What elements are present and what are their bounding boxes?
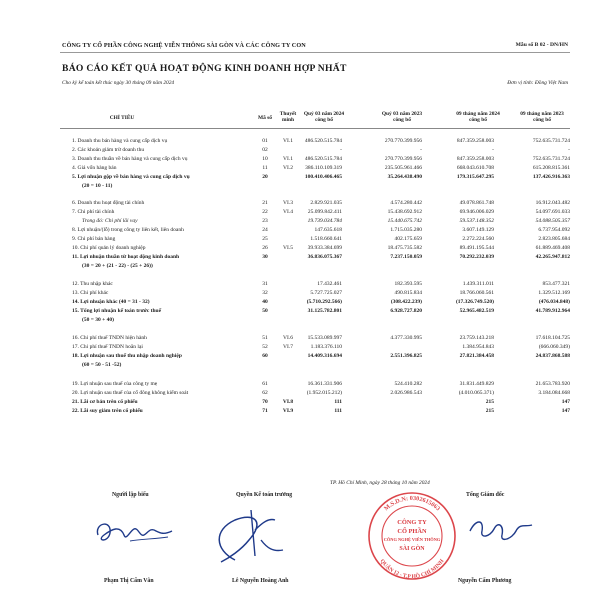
- table-row: [0, 244, 600, 252]
- row-q3-2024: 5.727.725.027: [310, 290, 342, 296]
- row-code: 62: [262, 390, 268, 396]
- preparer-signature: [90, 505, 180, 555]
- table-row: [0, 173, 600, 181]
- seal-line1: CÔNG TY: [397, 519, 427, 526]
- row-q3-2023: 18.475.735.582: [387, 245, 422, 251]
- seal-line2: CỔ PHẦN: [397, 528, 427, 535]
- row-label: 9. Chi phí bán hàng: [72, 236, 116, 242]
- row-q3-2024: 100.410.406.465: [304, 174, 342, 180]
- row-q3-2024: 1.518.660.641: [310, 236, 342, 242]
- row-9m-2024: 847.359.258.003: [456, 138, 494, 144]
- row-code: 40: [262, 299, 268, 305]
- row-q3-2024: 25.099.842.411: [307, 209, 342, 215]
- column-header-divider: [60, 128, 570, 129]
- column-header-item: CHỈ TIÊU: [109, 115, 135, 121]
- accountant-name: Lê Nguyễn Hoàng Anh: [232, 578, 289, 584]
- row-9m-2024: 49.078.861.748: [459, 200, 494, 206]
- row-q3-2024: 39.933.384.699: [307, 245, 342, 251]
- row-code: 32: [262, 290, 268, 296]
- row-q3-2024: 36.836.075.367: [307, 254, 342, 260]
- company-name: CÔNG TY CỔ PHẦN CÔNG NGHỆ VIỄN THÔNG SÀI GÒN VÀ CÁC CÔNG TY CON: [62, 42, 306, 49]
- row-note: VI.7: [283, 344, 293, 350]
- director-title: Tổng Giám đốc: [466, 492, 505, 498]
- row-9m-2023: 2.823.805.684: [538, 236, 570, 242]
- row-code: 02: [262, 147, 268, 153]
- row-q3-2023: -: [420, 147, 422, 153]
- row-9m-2024: (17.326.749.520): [455, 299, 494, 305]
- row-9m-2023: -: [568, 147, 570, 153]
- row-label: 16. Chi phí thuế TNDN hiện hành: [72, 335, 147, 341]
- table-row: [0, 217, 600, 225]
- row-note: VI.1: [283, 156, 293, 162]
- row-q3-2023: 235.505.961.466: [384, 165, 422, 171]
- row-q3-2024: 386.110.109.319: [305, 165, 342, 171]
- row-code: 51: [262, 335, 268, 341]
- row-q3-2024: 31.125.782.801: [307, 308, 342, 314]
- row-label: 18. Lợi nhuận sau thuế thu nhập doanh nghiệp: [72, 353, 182, 359]
- row-9m-2023: 853.477.321: [542, 281, 570, 287]
- row-q3-2024: 16.361.331.906: [307, 381, 342, 387]
- row-9m-2023: 24.837.868.588: [535, 353, 570, 359]
- row-code: 23: [262, 218, 268, 224]
- row-label: 5. Lợi nhuận gộp về bán hàng và cung cấp dịch vụ: [72, 174, 190, 180]
- row-label: 21. Lãi cơ bản trên cổ phiếu: [72, 399, 138, 405]
- row-9m-2024: (4.010.065.371): [458, 390, 494, 396]
- row-9m-2024: 52.965.482.519: [459, 308, 494, 314]
- column-header-9m-2023-line2: công bố: [533, 117, 551, 124]
- row-code: 24: [262, 227, 268, 233]
- row-q3-2023: 270.770.399.956: [384, 138, 422, 144]
- row-label: 15. Tổng lợi nhuận kế toán trước thuế: [72, 308, 162, 314]
- table-row: [0, 253, 600, 261]
- row-note: VI.9: [282, 408, 294, 414]
- row-q3-2024: (1.952.015.212): [306, 390, 342, 396]
- column-header-9m-2024-line2: công bố: [469, 117, 487, 124]
- row-9m-2023: 21.653.783.920: [535, 381, 570, 387]
- row-label: 11. Lợi nhuận thuần từ hoạt động kinh doanh: [72, 254, 180, 260]
- row-code: 52: [262, 344, 268, 350]
- row-formula: (20 = 10 - 11): [82, 183, 113, 189]
- table-row: [0, 208, 600, 216]
- column-header-q3-2024-line2: công bố: [315, 117, 333, 124]
- table-row: [0, 352, 600, 360]
- row-q3-2023: 2.551.396.825: [390, 353, 422, 359]
- table-row: [0, 334, 600, 342]
- row-9m-2024: 179.315.647.295: [456, 174, 494, 180]
- row-note: VI.4: [283, 209, 293, 215]
- row-9m-2023: 42.265.947.812: [535, 254, 570, 260]
- row-code: 31: [262, 281, 268, 287]
- row-code: 30: [262, 254, 268, 260]
- row-9m-2023: 615.208.815.361: [532, 165, 570, 171]
- column-header-9m-2024: [448, 111, 508, 124]
- signing-date: TP. Hồ Chí Minh, ngày 28 tháng 10 năm 2024: [330, 480, 430, 486]
- table-row: [0, 226, 600, 234]
- seal-line4: SÀI GÒN: [399, 546, 425, 552]
- column-header-q3-2023-line2: công bố: [393, 117, 411, 124]
- company-seal: [362, 490, 462, 582]
- row-9m-2024: 1.384.954.843: [462, 344, 494, 350]
- table-row: [0, 298, 600, 306]
- row-label: 1. Doanh thu bán hàng và cung cấp dịch vụ: [72, 138, 168, 144]
- row-q3-2023: 35.264.438.490: [387, 174, 422, 180]
- row-q3-2024: 486.520.515.784: [304, 156, 342, 162]
- row-label: 4. Giá vốn hàng bán: [72, 165, 117, 171]
- row-9m-2024: 847.359.258.003: [456, 156, 494, 162]
- row-q3-2024: 1.183.376.110: [310, 344, 342, 350]
- row-q3-2023: 15.440.675.742: [387, 218, 422, 224]
- row-9m-2024: 59.537.148.352: [459, 218, 494, 224]
- row-9m-2023: 1.329.512.169: [538, 290, 570, 296]
- table-row: [0, 343, 600, 351]
- row-9m-2023: 16.912.043.482: [535, 200, 570, 206]
- row-code: 25: [262, 236, 268, 242]
- row-label: 6. Doanh thu hoạt động tài chính: [72, 200, 145, 206]
- row-9m-2023: 3.184.084.668: [538, 390, 570, 396]
- row-label: Trong đó: Chi phí lãi vay: [82, 218, 138, 224]
- table-row: [0, 164, 600, 172]
- row-9m-2024: -: [492, 147, 494, 153]
- column-header-code: Mã số: [258, 115, 272, 121]
- row-q3-2024: (5.710.292.566): [306, 299, 342, 305]
- row-q3-2023: 4.377.330.995: [390, 335, 422, 341]
- seal-line3: CÔNG NGHỆ VIỄN THÔNG: [383, 537, 441, 542]
- table-row: [0, 199, 600, 207]
- row-9m-2024: 70.292.232.039: [459, 254, 494, 260]
- director-name: Nguyễn Cẩm Phương: [458, 578, 512, 584]
- row-9m-2023: 147: [561, 408, 570, 414]
- table-row: [0, 289, 600, 297]
- row-code: 26: [262, 245, 268, 251]
- row-q3-2023: 15.438.692.912: [387, 209, 422, 215]
- row-q3-2024: 486.520.515.784: [304, 138, 342, 144]
- row-code: 60: [262, 353, 268, 359]
- row-q3-2024: 111: [334, 408, 342, 414]
- row-label: 8. Lợi nhuận/(lỗ) trong công ty liên kết, liên doanh: [72, 227, 184, 233]
- row-9m-2023: 54.088.505.357: [535, 218, 570, 224]
- row-q3-2023: 402.175.659: [394, 236, 422, 242]
- row-9m-2024: 668.043.610.708: [456, 165, 494, 171]
- seal-ring-top: M.S.D.N: 0302615063: [382, 494, 442, 513]
- row-9m-2024: 27.821.384.458: [459, 353, 494, 359]
- row-q3-2024: 147.635.618: [314, 227, 342, 233]
- row-9m-2023: 54.097.691.033: [535, 209, 570, 215]
- row-9m-2023: 752.635.731.724: [532, 138, 570, 144]
- row-q3-2023: 182.393.595: [394, 281, 422, 287]
- row-9m-2023: 41.789.912.964: [535, 308, 570, 314]
- seal-ring-bottom: QUẬN 12 - T.P HỒ CHÍ MINH: [378, 558, 446, 581]
- row-q3-2024: 15.533.089.997: [307, 335, 342, 341]
- row-9m-2024: 1.439.311.011: [462, 281, 494, 287]
- row-code: 50: [262, 308, 268, 314]
- row-9m-2024: 69.946.006.029: [459, 209, 494, 215]
- row-note: VI.5: [283, 245, 293, 251]
- row-9m-2023: (666.060.349): [538, 344, 570, 350]
- table-row: [0, 235, 600, 243]
- table-row: [0, 146, 600, 154]
- table-row: [0, 155, 600, 163]
- row-note: VI.3: [283, 200, 293, 206]
- row-note: VI.8: [282, 399, 294, 405]
- row-9m-2024: 2.272.224.560: [462, 236, 494, 242]
- table-row: [0, 389, 600, 397]
- row-q3-2023: 524.410.282: [394, 381, 422, 387]
- table-row: [0, 380, 600, 388]
- currency-unit: Đơn vị tính: Đồng Việt Nam: [507, 80, 568, 86]
- column-header-q3-2023-line1: Quý 03 năm 2023: [381, 111, 423, 117]
- row-q3-2023: 1.715.035.280: [390, 227, 422, 233]
- accountant-signature: [205, 500, 295, 572]
- row-label: 12. Thu nhập khác: [72, 281, 113, 287]
- row-9m-2024: 215: [485, 399, 494, 405]
- row-q3-2023: 270.770.399.956: [384, 156, 422, 162]
- row-9m-2024: 3.607.149.129: [462, 227, 494, 233]
- row-code: 01: [262, 138, 268, 144]
- row-label: 7. Chi phí tài chính: [72, 209, 115, 215]
- row-q3-2024: 17.432.461: [317, 281, 342, 287]
- column-header-note-line2: minh: [282, 117, 294, 124]
- row-formula: (30 = 20 + (21 - 22) - (25 + 26)): [82, 263, 153, 269]
- row-formula: (60 = 50 - 51 -52): [82, 362, 122, 368]
- row-q3-2024: 111: [334, 399, 342, 405]
- row-label: 3. Doanh thu thuần về bán hàng và cung cấp dịch vụ: [72, 156, 188, 162]
- report-period: Cho kỳ kế toán kết thúc ngày 30 tháng 09 năm 2024: [62, 80, 175, 86]
- table-row: [0, 398, 600, 406]
- row-q3-2023: 4.574.280.442: [390, 200, 422, 206]
- column-header-9m-2023: [512, 111, 572, 124]
- report-title: BÁO CÁO KẾT QUẢ HOẠT ĐỘNG KINH DOANH HỢP NHẤT: [62, 63, 347, 74]
- row-9m-2024: 89.491.195.544: [459, 245, 494, 251]
- row-9m-2024: 31.831.449.829: [459, 381, 494, 387]
- column-header-q3-2023: [374, 111, 430, 124]
- row-label: 14. Lợi nhuận khác (40 = 31 - 32): [72, 299, 150, 305]
- row-note: VI.6: [283, 335, 293, 341]
- table-row: [0, 137, 600, 145]
- column-header-q3-2024: [296, 111, 352, 124]
- accountant-title: Quyền Kế toán trưởng: [236, 492, 293, 498]
- row-q3-2023: 7.237.150.059: [390, 254, 422, 260]
- row-formula: (50 = 30 + 40): [82, 317, 114, 323]
- row-label: 2. Các khoản giảm trừ doanh thu: [72, 147, 145, 153]
- row-note: VI.2: [283, 165, 293, 171]
- svg-text:QUẬN 12 - T.P HỒ CHÍ MINH: [379, 558, 446, 580]
- column-header-q3-2024-line1: Quý 03 năm 2024: [303, 111, 345, 117]
- row-q3-2024: 14.409.316.694: [307, 353, 342, 359]
- column-header-9m-2024-line1: 09 tháng năm 2024: [456, 111, 500, 117]
- row-9m-2024: 215: [485, 408, 494, 414]
- row-label: 13. Chi phí khác: [72, 290, 109, 296]
- row-label: 17. Chi phí thuế TNDN hoãn lại: [72, 344, 143, 350]
- row-9m-2023: 147: [561, 399, 570, 405]
- row-9m-2023: (476.034.848): [538, 299, 570, 305]
- row-9m-2024: 18.766.060.561: [459, 290, 494, 296]
- row-9m-2023: 752.635.731.724: [532, 156, 570, 162]
- row-9m-2023: 137.426.916.363: [532, 174, 570, 180]
- preparer-title: Người lập biểu: [112, 492, 149, 498]
- row-9m-2023: 17.618.104.725: [535, 335, 570, 341]
- row-9m-2023: 61.889.469.408: [535, 245, 570, 251]
- row-q3-2023: 6.928.727.820: [390, 308, 422, 314]
- column-header-note-line1: Thuyết: [279, 111, 297, 117]
- row-q3-2023: 490.815.834: [394, 290, 422, 296]
- row-9m-2023: 6.737.954.092: [538, 227, 570, 233]
- row-q3-2023: 2.026.986.543: [390, 390, 422, 396]
- row-code: 11: [262, 165, 268, 171]
- row-code: 21: [262, 200, 268, 206]
- row-code: 10: [262, 156, 268, 162]
- director-signature: [460, 505, 540, 555]
- row-label: 19. Lợi nhuận sau thuế của công ty mẹ: [72, 381, 158, 387]
- row-note: VI.1: [283, 138, 293, 144]
- table-row: [0, 407, 600, 415]
- table-row: [0, 280, 600, 288]
- header-divider: [60, 52, 570, 53]
- row-code: 71: [262, 408, 268, 414]
- form-number: Mẫu số B 02 - DN/HN: [515, 42, 568, 48]
- column-header-9m-2023-line1: 09 tháng năm 2023: [520, 111, 564, 117]
- row-q3-2024: 2.829.921.035: [310, 200, 342, 206]
- row-label: 10. Chi phí quản lý doanh nghiệp: [72, 245, 146, 251]
- row-q3-2024: 19.739.034.784: [307, 218, 342, 224]
- row-code: 22: [262, 209, 268, 215]
- row-q3-2024: -: [340, 147, 342, 153]
- row-q3-2023: (308.422.239): [390, 299, 422, 305]
- row-code: 70: [262, 399, 268, 405]
- row-label: 22. Lãi suy giảm trên cổ phiếu: [72, 408, 143, 414]
- row-9m-2024: 23.759.143.218: [459, 335, 494, 341]
- row-code: 20: [262, 174, 268, 180]
- preparer-name: Phạm Thị Cẩm Vân: [104, 578, 154, 584]
- row-label: 20. Lợi nhuận sau thuế của cổ đông không kiểm soát: [72, 390, 189, 396]
- table-row: [0, 307, 600, 315]
- row-code: 61: [262, 381, 268, 387]
